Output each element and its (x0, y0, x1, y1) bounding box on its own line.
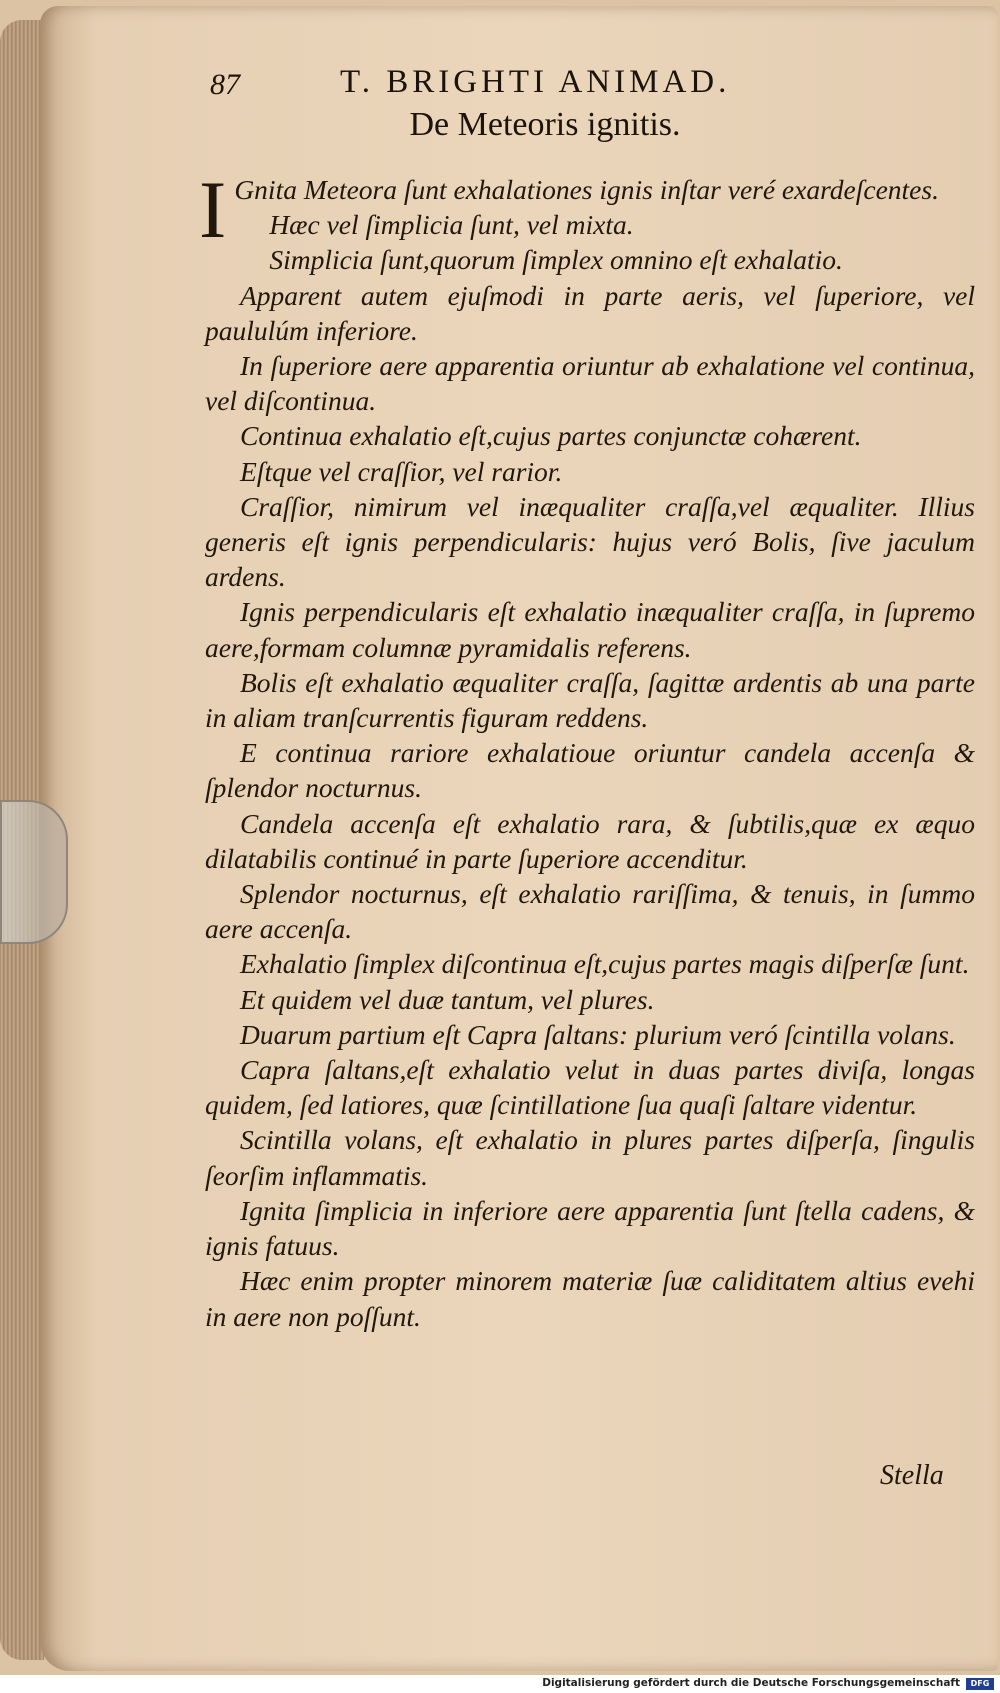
dfg-logo: DFG (966, 1678, 994, 1690)
section-title: De Meteoris ignitis. (409, 106, 681, 143)
paragraph: Et quidem vel duæ tantum, vel plures. (240, 983, 655, 1015)
paragraph: Splendor nocturnus, eſt exhalatio rariſſima, & tenuis, in ſummo aere accenſa. (205, 878, 975, 945)
book-clasp (0, 800, 68, 944)
paragraph: Eſtque vel craſſior, vel rarior. (240, 455, 563, 487)
paragraph: Capra ſaltans,eſt exhalatio velut in duas partes diviſa, longas quidem, ſed latiores, quæ ſcintillatione ſua quaſi ſaltare videntur. (205, 1054, 975, 1121)
catchword: Stella (880, 1460, 944, 1491)
paragraph: Hæc enim propter minorem materiæ ſuæ caliditatem altius evehi in aere non poſſunt. (205, 1265, 975, 1332)
drop-initial: I (199, 164, 227, 255)
paragraph: Craſſior, nimirum vel inæqualiter craſſa,vel æqualiter. Illius generis eſt ignis perpendicularis: hujus veró Bolis, ſive jaculum ardens. (205, 490, 975, 593)
paragraph: E continua rariore exhalatioue oriuntur candela accenſa & ſplendor nocturnus. (205, 737, 975, 804)
running-head: T. BRIGHTI ANIMAD. (340, 64, 731, 100)
funding-credit: Digitalisierung gefördert durch die Deutsche Forschungsgemeinschaft (542, 1677, 960, 1689)
body-text (199, 164, 975, 1334)
paragraph: Continua exhalatio eſt,cujus partes conjunctæ cohærent. (240, 420, 862, 452)
digitization-footer (0, 1677, 1000, 1693)
paragraph: Simplicia ſunt,quorum ſimplex omnino eſt exhalatio. (269, 244, 843, 276)
paragraph: Hæc vel ſimplicia ſunt, vel mixta. (269, 209, 634, 241)
paragraph: I Gnita Meteora ſunt exhalationes ignis inſtar veré exardeſcentes. (199, 164, 939, 255)
paragraph: Ignita ſimplicia in inferiore aere apparentia ſunt ſtella cadens, & ignis fatuus. (205, 1194, 975, 1262)
paragraph: Ignis perpendicularis eſt exhalatio inæqualiter craſſa, in ſupremo aere,formam columnæ pyramidalis referens. (205, 596, 975, 663)
page-header (210, 60, 910, 104)
paragraph: Exhalatio ſimplex diſcontinua eſt,cujus partes magis diſperſæ ſunt. (240, 948, 970, 980)
paragraph: Candela accenſa eſt exhalatio rara, & ſubtilis,quæ ex æquo dilatabilis continué in parte ſuperiore accenditur. (205, 807, 975, 874)
paragraph: Apparent autem ejuſmodi in parte aeris, vel ſuperiore, vel paululúm inferiore. (205, 279, 975, 346)
paragraph: Duarum partium eſt Capra ſaltans: plurium veró ſcintilla volans. (240, 1018, 956, 1050)
paragraph: In ſuperiore aere apparentia oriuntur ab exhalatione vel continua, vel diſcontinua. (205, 350, 975, 417)
paragraph: Bolis eſt exhalatio æqualiter craſſa, ſagittæ ardentis ab una parte in aliam tranſcurrentis figuram reddens. (205, 666, 975, 734)
paragraph: Scintilla volans, eſt exhalatio in plures partes diſperſa, ſingulis ſeorſim inflammatis. (205, 1124, 975, 1191)
page-number: 87 (210, 68, 240, 101)
